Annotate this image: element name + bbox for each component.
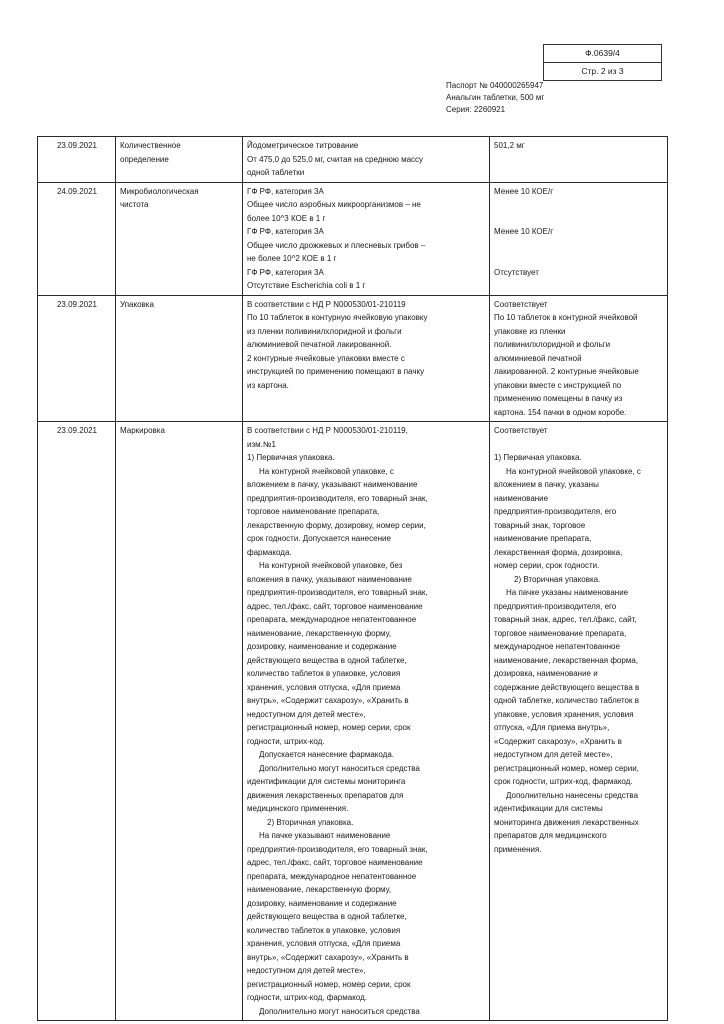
result-cell [490, 182, 668, 295]
specification-cell-line: Общее число дрожжевых и плесневых грибов – [247, 240, 426, 250]
result-cell-line: номер серии, срок годности. [494, 561, 600, 570]
specification-cell-line: фармакода. [247, 547, 292, 557]
result-cell-line: упаковке, условия хранения, условия [494, 709, 634, 719]
specification-cell-line: На контурной ячейковой упаковке, с [259, 466, 394, 476]
specification-cell-line: более 10^3 КОЕ в 1 г [247, 213, 326, 223]
specification-cell-line: дозировку, наименование и содержание [247, 898, 397, 908]
date-cell-text: 23.09.2021 [56, 299, 98, 309]
specification-cell-line: одной таблетки [247, 168, 305, 177]
specification-cell-line: По 10 таблеток в контурную ячейковую упаковку [247, 313, 428, 322]
series-number: Серия: 2260921 [446, 105, 506, 114]
specification-cell [243, 137, 490, 183]
specification-cell-line: предприятия-производителя, его товарный знак, [247, 588, 428, 597]
result-cell-line: «Содержит сахарозу», «Хранить в [494, 736, 622, 746]
result-cell-line: содержание действующего вещества в [494, 682, 640, 692]
specification-cell-line: 2) Вторичная упаковка. [267, 817, 354, 827]
result-cell-line: лакированной. 2 контурные ячейковые [494, 367, 639, 376]
date-cell [38, 422, 116, 1021]
result-cell-line: упаковке из пленки [494, 326, 566, 336]
specification-cell [243, 422, 490, 1021]
test-name-cell [116, 422, 243, 1021]
result-cell-line: товарный знак, адрес, тел./факс, сайт, [494, 615, 637, 624]
specification-cell-line: На пачке указывают наименование [259, 831, 391, 840]
specification-cell-line: не более 10^2 КОЕ в 1 г [247, 254, 337, 263]
specification-cell-line: действующего вещества в одной таблетке, [247, 912, 407, 921]
result-cell-line: 2) Вторичная упаковка. [514, 574, 601, 584]
result-cell-line: 1) Первичная упаковка. [494, 453, 582, 462]
result-cell-line: Дополнительно нанесены средства [506, 790, 639, 800]
specification-cell-line: Общее число аэробных микроорганизмов – не [247, 200, 421, 209]
specification-cell-line: алюминиевой печатной лакированной. [247, 340, 392, 349]
result-cell-line: срок годности, штрих-код, фармакод. [494, 777, 633, 786]
result-cell-line: дозировка, наименование и [494, 669, 598, 678]
specification-cell-line: адрес, тел./факс, сайт, торговое наименование [247, 601, 423, 611]
result-cell-line: алюминиевой печатной [494, 353, 582, 363]
specification-cell-line: От 475,0 до 525,0 мг, считая на среднюю массу [247, 154, 424, 164]
specification-cell-line: препарата, международное непатентованное [247, 615, 417, 624]
table-row [38, 295, 668, 422]
specification-cell-line: наименование, лекарственную форму, [247, 885, 392, 894]
table-row [38, 182, 668, 295]
result-cell-line: Менее 10 КОЕ/г [494, 227, 554, 236]
specification-cell-line: хранения, условия отпуска, «Для приема [247, 939, 401, 948]
result-cell-line [494, 252, 664, 266]
passport-number: Паспорт № 040000265947 [446, 81, 544, 90]
specification-cell-line: из пленки поливинилхлоридной и фольги [247, 326, 402, 336]
specification-cell-line: торговое наименование препарата, [247, 507, 380, 516]
result-cell-line: лекарственная форма, дозировка, [494, 547, 623, 557]
specification-cell-line: 2 контурные ячейковые упаковки вместе с [247, 353, 405, 363]
analysis-table [37, 136, 668, 1021]
specification-cell-line: На контурной ячейковой упаковке, без [259, 561, 403, 570]
result-cell-line [494, 239, 664, 253]
specification-cell-line: В соответствии с НД Р N000530/01-210119 [247, 299, 406, 309]
specification-cell-line: действующего вещества в одной таблетке, [247, 655, 407, 665]
result-cell-line: идентификации для системы [494, 804, 603, 813]
result-cell-line: Соответствует [494, 299, 548, 309]
specification-cell-line: годности, штрих-код. [247, 736, 325, 746]
result-cell-line: применения. [494, 844, 542, 854]
date-cell [38, 182, 116, 295]
specification-cell-line: Дополнительно могут наноситься средства [259, 1006, 420, 1016]
test-name-cell [116, 137, 243, 183]
test-name-cell-line: Количественное [120, 141, 181, 150]
result-cell [490, 137, 668, 183]
result-cell-line: Соответствует [494, 426, 548, 435]
test-name-cell-line: Микробиологическая [120, 186, 199, 196]
result-cell-line: применению помещены в пачку из [494, 394, 623, 403]
result-cell-line: недоступном для детей месте», [494, 750, 613, 759]
result-cell-line: Менее 10 КОЕ/г [494, 186, 554, 196]
specification-cell-line: инструкцией по применению помещают в пачку [247, 367, 425, 376]
product-name: Анальгин таблетки, 500 мг [446, 93, 545, 102]
specification-cell-line: движения лекарственных препаратов для [247, 790, 404, 800]
passport-header [446, 80, 544, 116]
specification-cell-line: регистрационный номер, номер серии, срок [247, 723, 411, 732]
test-name-cell-line: чистота [120, 200, 149, 209]
result-cell-line: наименование, лекарственная форма, [494, 655, 638, 665]
specification-cell-line: медицинского применения. [247, 804, 349, 813]
result-cell-line: наименование препарата, [494, 534, 592, 543]
specification-cell-line: из картона. [247, 380, 289, 390]
specification-cell-line: регистрационный номер, номер серии, срок [247, 979, 411, 989]
result-cell-line: На контурной ячейковой упаковке, с [506, 466, 641, 476]
specification-cell-line: вложением в пачку, указывают наименование [247, 480, 418, 489]
result-cell-line [494, 212, 664, 226]
result-cell-line [494, 198, 664, 212]
date-cell-text: 23.09.2021 [56, 426, 98, 435]
specification-cell-line: внутрь», «Содержит сахарозу», «Хранить в [247, 696, 409, 705]
test-name-cell-line: Маркировка [120, 426, 165, 435]
specification-cell-line: адрес, тел./факс, сайт, торговое наименование [247, 858, 423, 867]
result-cell-line: отпуска, «Для приема внутрь», [494, 723, 610, 732]
specification-cell [243, 295, 490, 422]
specification-cell-line: недоступном для детей месте», [247, 709, 366, 719]
result-cell-line: предприятия-производителя, его [494, 507, 617, 516]
page-number: Стр. 2 из 3 [544, 62, 661, 80]
date-cell [38, 137, 116, 183]
test-name-cell [116, 295, 243, 422]
specification-cell-line: Допускается нанесение фармакода. [259, 750, 395, 759]
test-name-cell-line: определение [120, 154, 169, 164]
specification-cell-line: Отсутствие Escherichia coli в 1 г [247, 281, 366, 290]
specification-cell-line: количество таблеток в упаковке, условия [247, 669, 401, 678]
date-cell-text: 23.09.2021 [56, 141, 98, 150]
specification-cell-line: предприятия-производителя, его товарный знак, [247, 844, 428, 854]
specification-cell-line: недоступном для детей месте», [247, 966, 366, 975]
specification-cell-line: дозировку, наименование и содержание [247, 642, 397, 651]
result-cell-line: наименование [494, 493, 549, 503]
result-cell-line: одной таблетке, количество таблеток в [494, 696, 639, 705]
specification-cell-line: наименование, лекарственную форму, [247, 628, 392, 638]
date-cell [38, 295, 116, 422]
specification-cell-line: препарата, международное непатентованное [247, 871, 417, 881]
form-code: Ф.0639/4 [585, 48, 620, 58]
specification-cell-line: срок годности. Допускается нанесение [247, 534, 391, 543]
result-cell-line: препаратов для медицинского [494, 831, 607, 840]
result-cell-line: картона. 154 пачки в одном коробе. [494, 407, 627, 417]
specification-cell-line: изм.№1 [247, 439, 276, 449]
date-cell-text: 24.09.2021 [56, 186, 98, 196]
test-name-cell [116, 182, 243, 295]
result-cell-line: поливинилхлоридной и фольги [494, 340, 611, 349]
specification-cell-line: предприятия-производителя, его товарный знак, [247, 493, 428, 503]
result-cell-line: вложением в пачку, указаны [494, 480, 599, 489]
test-name-cell-line: Упаковка [120, 299, 154, 309]
result-cell-line: торговое наименование препарата, [494, 628, 627, 638]
specification-cell-line: ГФ РФ, категория 3А [247, 186, 324, 196]
result-cell [490, 295, 668, 422]
specification-cell-line: ГФ РФ, категория 3А [247, 227, 324, 236]
specification-cell-line: ГФ РФ, категория 3А [247, 267, 324, 277]
specification-cell-line: Дополнительно могут наноситься средства [259, 763, 420, 773]
specification-cell-line: 1) Первичная упаковка. [247, 453, 335, 462]
result-cell-line [494, 438, 664, 452]
specification-cell-line: лекарственную форму, дозировку, номер серии, [247, 520, 426, 530]
specification-cell-line: хранения, условия отпуска, «Для приема [247, 682, 401, 692]
result-cell-line: Отсутствует [494, 267, 539, 277]
specification-cell [243, 182, 490, 295]
table-row [38, 137, 668, 183]
result-cell-line: упаковки вместе с инструкцией по [494, 380, 622, 390]
result-cell-line: регистрационный номер, номер серии, [494, 763, 639, 773]
specification-cell-line: годности, штрих-код, фармакод. [247, 993, 367, 1002]
specification-cell-line: внутрь», «Содержит сахарозу», «Хранить в [247, 952, 409, 962]
specification-cell-line: В соответствии с НД Р N000530/01-210119, [247, 426, 408, 435]
specification-cell-line: количество таблеток в упаковке, условия [247, 925, 401, 935]
result-cell-line: предприятия-производителя, его [494, 601, 617, 611]
result-cell-line: мониторинга движения лекарственных [494, 817, 639, 827]
result-cell [490, 422, 668, 1021]
result-cell-line: товарный знак, торговое [494, 520, 586, 530]
result-cell-line: По 10 таблеток в контурной ячейковой [494, 313, 638, 322]
table-row [38, 422, 668, 1021]
result-cell-line: На пачке указаны наименование [506, 588, 629, 597]
result-cell-line: международное непатентованное [494, 642, 620, 651]
result-cell-line: 501,2 мг [494, 141, 525, 150]
specification-cell-line: вложения в пачку, указывают наименование [247, 574, 412, 584]
specification-cell-line: идентификации для системы мониторинга [247, 777, 406, 786]
form-code-box [543, 44, 662, 81]
analysis-table-body [38, 137, 668, 1021]
specification-cell-line: Йодометрическое титрование [247, 141, 359, 150]
